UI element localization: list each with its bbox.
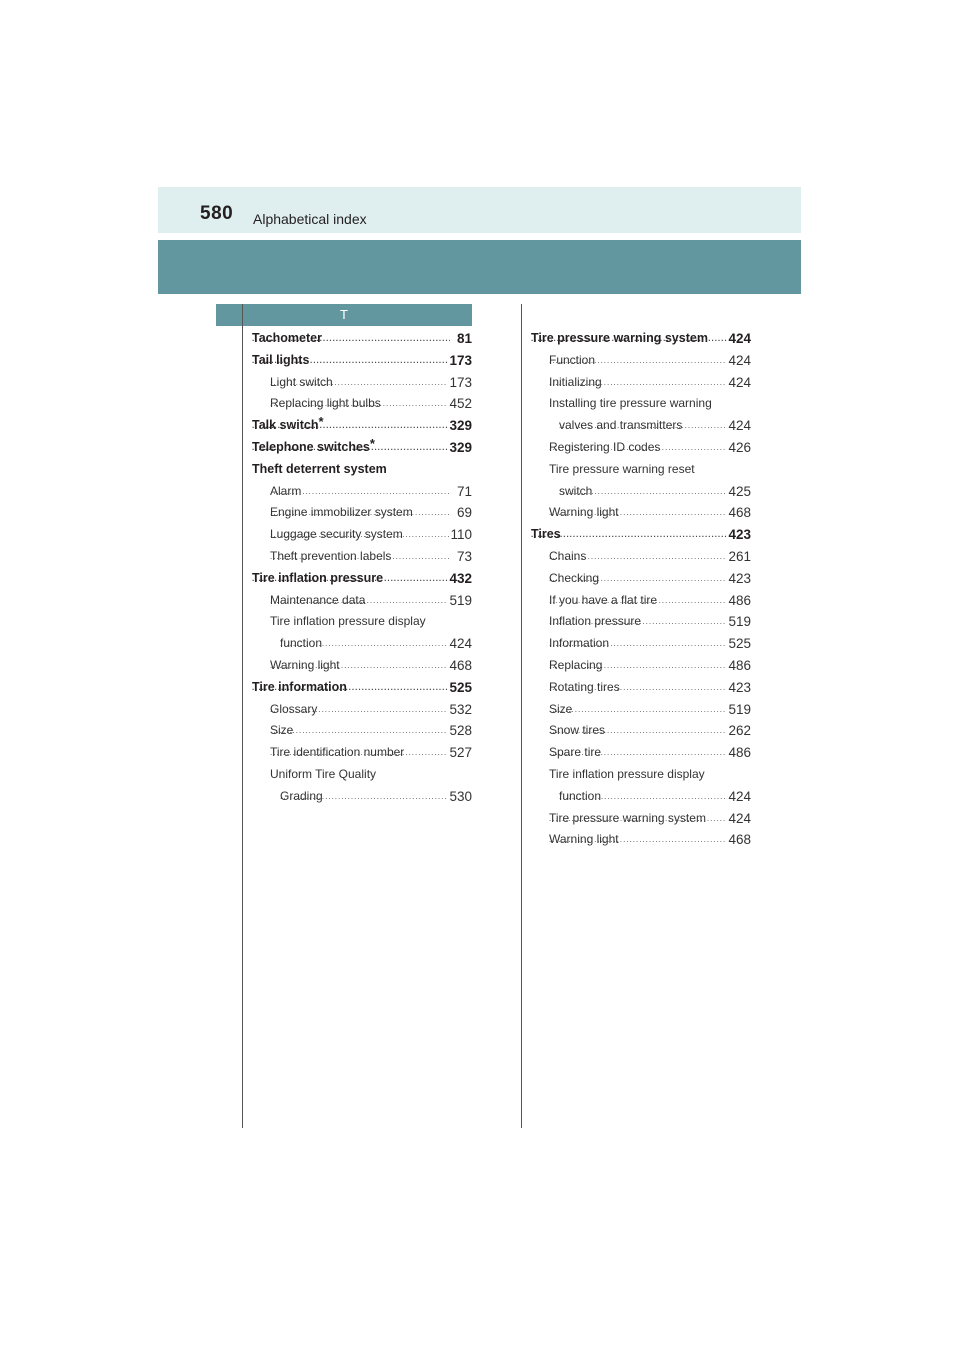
index-entry <box>252 393 472 415</box>
index-entry <box>252 677 472 699</box>
index-entry <box>531 808 751 830</box>
index-entry-label: Size <box>270 720 294 742</box>
dot-leader <box>549 568 729 590</box>
index-entry <box>252 655 472 677</box>
index-entry-page: 519 <box>727 611 751 633</box>
index-entry-label: Replacing light bulbs <box>270 393 382 415</box>
dot-leader <box>549 546 729 568</box>
index-entry-label: Tire pressure warning reset <box>549 459 696 481</box>
index-entry <box>531 415 751 437</box>
index-entry-page: 432 <box>448 568 472 590</box>
index-entry-page: 424 <box>727 808 751 830</box>
index-entry <box>252 633 472 655</box>
index-entry <box>252 764 472 786</box>
index-entry <box>252 546 472 568</box>
dot-leader <box>549 829 729 851</box>
index-entry-label: Uniform Tire Quality <box>270 764 377 786</box>
index-entry-page: 110 <box>449 524 472 546</box>
index-entry-page: 486 <box>727 742 751 764</box>
index-entry <box>531 655 751 677</box>
index-entry-label: Alarm <box>270 481 302 503</box>
index-entry <box>531 372 751 394</box>
index-entry-page: 71 <box>456 481 472 503</box>
index-entry <box>252 372 472 394</box>
dot-leader <box>270 720 450 742</box>
index-entry-label: Luggage security system <box>270 524 404 546</box>
index-entry-label: Rotating tires <box>549 677 621 699</box>
index-entry-page: 426 <box>727 437 751 459</box>
index-entry <box>252 437 472 459</box>
index-entry-label: Grading <box>280 786 324 808</box>
index-entry-page: 424 <box>727 328 751 350</box>
index-entry <box>252 459 472 481</box>
index-entry <box>252 742 472 764</box>
index-entry-label: switch <box>559 481 593 503</box>
index-entry <box>531 546 751 568</box>
index-entry-page: 424 <box>448 633 472 655</box>
dot-leader <box>252 415 450 437</box>
index-entry <box>252 415 472 437</box>
index-entry-page: 425 <box>727 481 751 503</box>
index-entry <box>531 568 751 590</box>
index-entry-label: valves and transmitters <box>559 415 683 437</box>
index-entry-page: 424 <box>727 372 751 394</box>
index-entry-page: 452 <box>448 393 472 415</box>
index-entry-label: Warning light <box>549 502 620 524</box>
index-entry-label: Tachometer <box>252 328 323 350</box>
index-entry-page: 532 <box>448 699 472 721</box>
index-entry <box>252 350 472 372</box>
index-entry-page: 261 <box>727 546 751 568</box>
index-entry-label: Glossary <box>270 699 318 721</box>
index-entry-label: If you have a flat tire <box>549 590 658 612</box>
index-entry-label: Warning light <box>270 655 341 677</box>
dot-leader <box>549 590 729 612</box>
index-entry-page: 468 <box>727 502 751 524</box>
dot-leader <box>549 655 729 677</box>
index-entry-page: 424 <box>727 415 751 437</box>
index-entry-page: 424 <box>727 350 751 372</box>
index-entry <box>531 437 751 459</box>
index-entry-page: 329 <box>448 415 472 437</box>
index-entry-label: Spare tire <box>549 742 602 764</box>
dot-leader <box>270 372 450 394</box>
dot-leader <box>270 590 450 612</box>
section-banner <box>158 240 801 294</box>
index-entry <box>531 720 751 742</box>
index-entry-label: Tail lights <box>252 350 310 372</box>
index-entry-label: Tire pressure warning system <box>549 808 707 830</box>
index-entry <box>531 393 751 415</box>
dot-leader <box>531 524 729 546</box>
index-entry-label: Tire information <box>252 677 348 699</box>
dot-leader <box>252 350 450 372</box>
index-entry <box>252 786 472 808</box>
index-entry-label: Size <box>549 699 573 721</box>
section-letter-tab: T <box>216 304 472 326</box>
index-entry <box>531 524 751 546</box>
dot-leader <box>549 742 729 764</box>
left-column-rule <box>242 304 243 1128</box>
dot-leader <box>559 481 729 503</box>
index-entry-label: Replacing <box>549 655 603 677</box>
index-entry <box>531 633 751 655</box>
index-entry <box>531 829 751 851</box>
index-entry <box>252 611 472 633</box>
index-entry <box>531 502 751 524</box>
index-entry-page: 423 <box>727 677 751 699</box>
dot-leader <box>252 328 450 350</box>
dot-leader <box>270 699 450 721</box>
index-entry <box>252 699 472 721</box>
index-entry-label: Tire identification number <box>270 742 405 764</box>
index-entry-page: 73 <box>456 546 472 568</box>
index-entry-page: 525 <box>727 633 751 655</box>
index-entry-label: Tires <box>531 524 562 546</box>
page-title: Alphabetical index <box>253 211 367 227</box>
index-entry-label: function <box>280 633 323 655</box>
index-entry-label: Warning light <box>549 829 620 851</box>
index-column-right <box>531 328 751 851</box>
index-entry-page: 530 <box>448 786 472 808</box>
dot-leader <box>549 808 729 830</box>
index-entry <box>531 699 751 721</box>
index-entry-page: 486 <box>727 655 751 677</box>
index-entry <box>252 720 472 742</box>
dot-leader <box>559 786 729 808</box>
index-entry-page: 486 <box>727 590 751 612</box>
dot-leader <box>549 720 729 742</box>
index-entry <box>531 350 751 372</box>
index-entry-page: 424 <box>727 786 751 808</box>
page-number: 580 <box>200 203 234 224</box>
index-entry-page: 173 <box>448 372 472 394</box>
index-entry-label: Function <box>549 350 596 372</box>
index-entry <box>252 502 472 524</box>
index-entry-page: 423 <box>727 524 751 546</box>
index-entry-label: Tire inflation pressure display <box>549 764 706 786</box>
index-entry-label: Information <box>549 633 610 655</box>
index-entry-page: 81 <box>456 328 472 350</box>
index-entry-page: 527 <box>448 742 472 764</box>
index-entry-label: function <box>559 786 602 808</box>
dot-leader <box>549 699 729 721</box>
index-column-left <box>252 328 472 808</box>
index-entry <box>531 481 751 503</box>
index-entry-label: Talk switch* <box>252 415 325 437</box>
index-entry <box>531 764 751 786</box>
dot-leader <box>549 350 729 372</box>
dot-leader <box>549 633 729 655</box>
index-entry-page: 468 <box>448 655 472 677</box>
index-entry-label: Initializing <box>549 372 603 394</box>
index-entry <box>531 742 751 764</box>
dot-leader <box>270 524 450 546</box>
footnote-star: * <box>369 435 375 451</box>
index-entry-page: 173 <box>448 350 472 372</box>
index-entry-page: 69 <box>456 502 472 524</box>
dot-leader <box>270 742 450 764</box>
index-entry <box>252 481 472 503</box>
index-entry-page: 519 <box>727 699 751 721</box>
dot-leader <box>280 633 450 655</box>
dot-leader <box>270 655 450 677</box>
index-entry <box>252 568 472 590</box>
index-entry-label: Tire inflation pressure <box>252 568 384 590</box>
right-column-rule <box>521 304 522 1128</box>
index-entry-label: Installing tire pressure warning <box>549 393 713 415</box>
index-entry <box>531 677 751 699</box>
index-entry-label: Tire inflation pressure display <box>270 611 427 633</box>
index-entry-label: Inflation pressure <box>549 611 642 633</box>
dot-leader <box>280 786 450 808</box>
index-entry-label: Theft deterrent system <box>252 459 388 481</box>
dot-leader <box>270 393 450 415</box>
index-entry-page: 468 <box>727 829 751 851</box>
dot-leader <box>531 328 729 350</box>
index-entry-label: Tire pressure warning system <box>531 328 709 350</box>
dot-leader <box>549 437 729 459</box>
index-entry <box>531 328 751 350</box>
index-entry-page: 519 <box>448 590 472 612</box>
dot-leader <box>549 677 729 699</box>
index-entry-label: Snow tires <box>549 720 606 742</box>
index-entry-page: 262 <box>727 720 751 742</box>
dot-leader <box>252 437 450 459</box>
index-entry-label: Maintenance data <box>270 590 366 612</box>
index-entry <box>531 590 751 612</box>
dot-leader <box>549 372 729 394</box>
index-entry-label: Telephone switches* <box>252 437 376 459</box>
index-entry-page: 423 <box>727 568 751 590</box>
index-entry-label: Chains <box>549 546 587 568</box>
index-entry <box>531 611 751 633</box>
index-entry <box>531 459 751 481</box>
dot-leader <box>559 415 729 437</box>
index-entry-label: Checking <box>549 568 600 590</box>
dot-leader <box>252 568 450 590</box>
dot-leader <box>549 611 729 633</box>
index-entry-page: 329 <box>448 437 472 459</box>
index-entry-page: 528 <box>448 720 472 742</box>
dot-leader <box>270 481 450 503</box>
dot-leader <box>252 677 450 699</box>
index-entry-page: 525 <box>448 677 472 699</box>
dot-leader <box>270 502 450 524</box>
index-entry <box>252 524 472 546</box>
dot-leader <box>270 546 450 568</box>
index-entry-label: Engine immobilizer system <box>270 502 414 524</box>
index-entry <box>531 786 751 808</box>
index-entry-label: Registering ID codes <box>549 437 661 459</box>
footnote-star: * <box>318 414 324 430</box>
index-entry <box>252 328 472 350</box>
index-entry <box>252 590 472 612</box>
dot-leader <box>549 502 729 524</box>
index-entry-label: Light switch <box>270 372 334 394</box>
index-entry-label: Theft prevention labels <box>270 546 392 568</box>
